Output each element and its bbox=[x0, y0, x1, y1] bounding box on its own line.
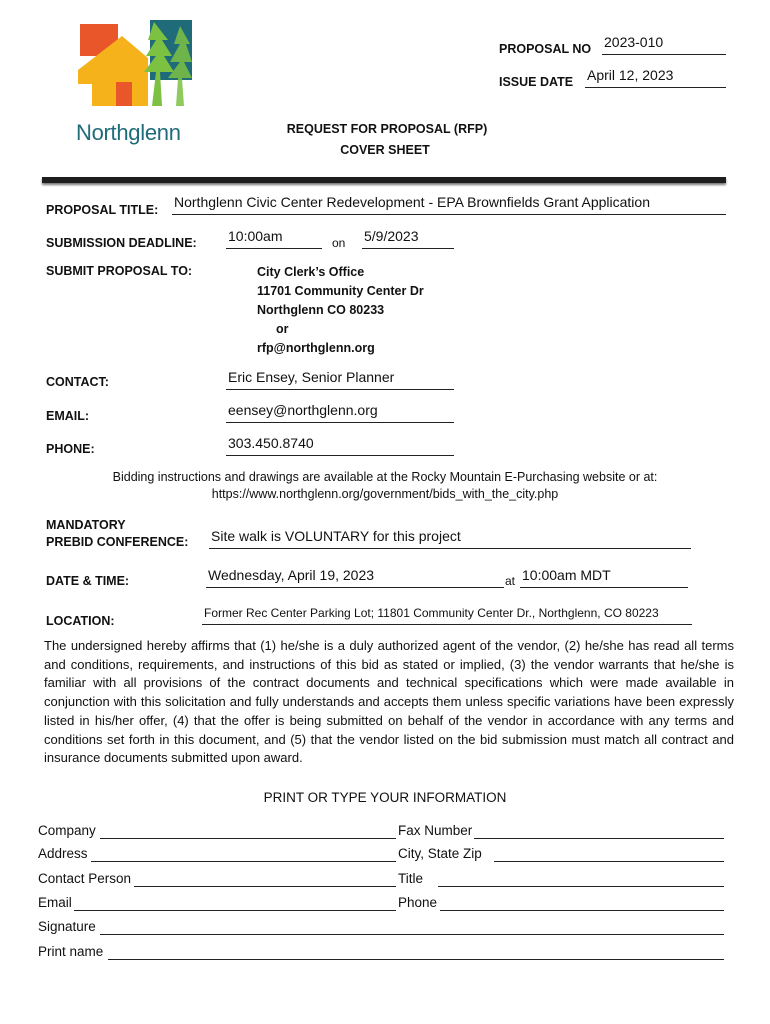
prebid-at: at bbox=[505, 574, 516, 588]
address-field[interactable] bbox=[91, 846, 396, 862]
submit-to-line: Northglenn CO 80233 bbox=[257, 303, 385, 317]
submit-to-line: 11701 Community Center Dr bbox=[257, 284, 424, 298]
title-label: Title bbox=[398, 871, 424, 886]
print-email-field[interactable] bbox=[74, 895, 396, 911]
proposal-no-value: 2023-010 bbox=[602, 34, 726, 55]
contact-label: CONTACT: bbox=[46, 375, 109, 389]
contact-person-field[interactable] bbox=[134, 871, 396, 887]
company-label: Company bbox=[38, 823, 96, 838]
submit-to-line: or bbox=[276, 322, 289, 336]
print-heading: PRINT OR TYPE YOUR INFORMATION bbox=[263, 790, 507, 805]
email-value[interactable]: eensey@northglenn.org bbox=[226, 402, 454, 423]
fax-label: Fax Number bbox=[398, 823, 473, 838]
doc-subtitle: COVER SHEET bbox=[340, 143, 430, 157]
prebid-date: Wednesday, April 19, 2023 bbox=[206, 567, 504, 588]
issue-date-value: April 12, 2023 bbox=[585, 67, 726, 88]
proposal-title-label: PROPOSAL TITLE: bbox=[46, 203, 159, 217]
signature-field[interactable] bbox=[100, 919, 724, 935]
submit-to-line: City Clerk’s Office bbox=[257, 265, 365, 279]
proposal-no-label: PROPOSAL NO bbox=[499, 42, 592, 56]
signature-label: Signature bbox=[38, 919, 96, 934]
prebid-value: Site walk is VOLUNTARY for this project bbox=[209, 528, 691, 549]
contact-person-label: Contact Person bbox=[38, 871, 132, 886]
phone-label: PHONE: bbox=[46, 442, 95, 456]
prebid-datetime-label: DATE & TIME: bbox=[46, 574, 130, 588]
address-label: Address bbox=[38, 846, 88, 861]
print-name-field[interactable] bbox=[108, 944, 724, 960]
company-field[interactable] bbox=[100, 823, 396, 839]
deadline-date: 5/9/2023 bbox=[362, 228, 454, 249]
deadline-on: on bbox=[332, 236, 346, 250]
affirmation-paragraph: The undersigned hereby affirms that (1) he/she is a duly authorized agent of the vendor, (2) he/she has read all terms and conditions, requirements, and instructions of this bid as stated or implied, (3) the vendor warrants that he/she is familiar with all provisions of the contract documents and technical specifications which were made available in conjunction with this solicitation and fully understands and accepts them unless specific variations have been expressly listed in his/her offer, (4) that the offer is being submitted on behalf of the vendor in accordance with any terms and conditions set forth in this document, and (5) that the vendor listed on the bid submission must match all contract and insurance documents submitted upon award. bbox=[44, 638, 734, 766]
print-phone-label: Phone bbox=[398, 895, 438, 910]
phone-value: 303.450.8740 bbox=[226, 435, 454, 456]
print-phone-field[interactable] bbox=[440, 895, 724, 911]
proposal-title-value: Northglenn Civic Center Redevelopment - EPA Brownfields Grant Application bbox=[172, 194, 726, 215]
prebid-label-line1: MANDATORY bbox=[46, 518, 126, 532]
city-label: City, State Zip bbox=[398, 846, 482, 861]
logo-text: Northglenn bbox=[76, 120, 181, 145]
prebid-location: Former Rec Center Parking Lot; 11801 Community Center Dr., Northglenn, CO 80223 bbox=[202, 606, 692, 625]
fax-field[interactable] bbox=[474, 823, 724, 839]
print-email-label: Email bbox=[38, 895, 72, 910]
submit-to-email[interactable]: rfp@northglenn.org bbox=[257, 341, 375, 355]
prebid-location-label: LOCATION: bbox=[46, 614, 115, 628]
doc-title: REQUEST FOR PROPOSAL (RFP) bbox=[286, 122, 488, 136]
print-name-label: Print name bbox=[38, 944, 104, 959]
prebid-label-line2: PREBID CONFERENCE: bbox=[46, 535, 189, 549]
bidding-url-link[interactable]: https://www.northglenn.org/government/bids_with_the_city.php bbox=[211, 487, 559, 501]
deadline-time: 10:00am bbox=[226, 228, 322, 249]
prebid-time: 10:00am MDT bbox=[520, 567, 688, 588]
title-field[interactable] bbox=[438, 871, 724, 887]
issue-date-label: ISSUE DATE bbox=[499, 75, 574, 89]
bidding-note-line1: Bidding instructions and drawings are available at the Rocky Mountain E-Purchasing website or at: bbox=[112, 470, 658, 484]
email-label: EMAIL: bbox=[46, 409, 90, 423]
submit-to-label: SUBMIT PROPOSAL TO: bbox=[46, 264, 193, 278]
submit-to-address bbox=[257, 263, 424, 358]
deadline-label: SUBMISSION DEADLINE: bbox=[46, 236, 197, 250]
city-field[interactable] bbox=[494, 846, 724, 862]
header-divider bbox=[42, 177, 726, 183]
contact-value: Eric Ensey, Senior Planner bbox=[226, 369, 454, 390]
